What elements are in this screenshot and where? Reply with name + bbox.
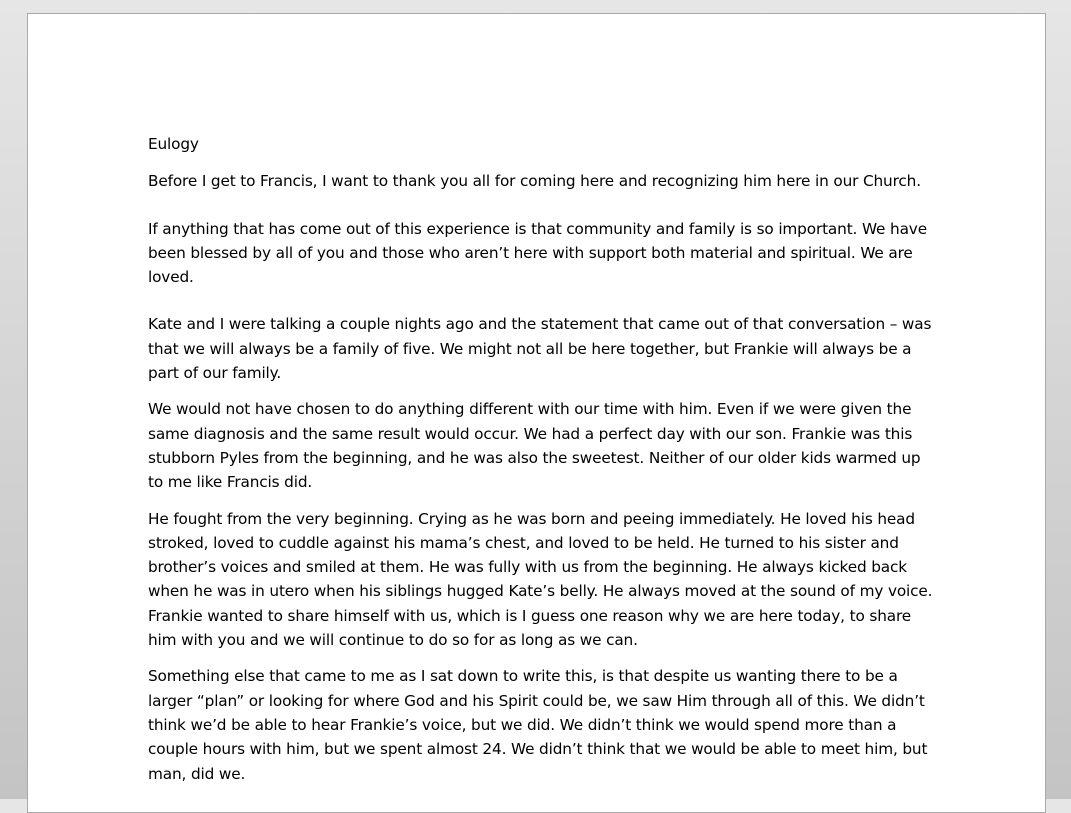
- paragraph-fought: He fought from the very beginning. Crying as he was born and peeing immediately. He loved his head stroked, loved to cuddle against his mama’s chest, and loved to be held. He turned to his sister and brother’s voices and smiled at them. He was fully with us from the beginning. He always kicked back when he was in utero when his siblings hugged Kate’s belly. He always moved at the sound of my voice. Frankie wanted to share himself with us, which is I guess one reason why we are here today, to share him with you and we will continue to do so for as long as we can.: [148, 509, 933, 650]
- paragraph-plan: Something else that came to me as I sat down to write this, is that despite us wanting there to be a larger “plan” or looking for where God and his Spirit could be, we saw Him through all of this. We didn’t think we’d be able to hear Frankie’s voice, but we did. We didn’t think we would spend more than a couple hours with him, but we spent almost 24. We didn’t think that we would be able to meet him, but man, did we.: [148, 667, 928, 783]
- document-title: Eulogy: [148, 135, 199, 153]
- document-page[interactable]: [27, 13, 1046, 813]
- paragraph-time-with-him: We would not have chosen to do anything different with our time with him. Even if we were given the same diagnosis and the same result would occur. We had a perfect day with our son. Frankie was this stubborn Pyles from the beginning, and he was also the sweetest. Neither of our older kids warmed up to me like Francis did.: [148, 400, 921, 492]
- paragraph-thanks: Before I get to Francis, I want to thank you all for coming here and recognizing him here in our Church.: [148, 172, 921, 191]
- paragraph-family-of-five: Kate and I were talking a couple nights ago and the statement that came out of that conversation – was that we will always be a family of five. We might not all be here together, but Frankie will always be a part of our family.: [148, 315, 932, 383]
- paragraph-community: If anything that has come out of this experience is that community and family is so important. We have been blessed by all of you and those who aren’t here with support both material and spiritual. We are loved.: [148, 219, 927, 287]
- document-body[interactable]: [148, 132, 938, 786]
